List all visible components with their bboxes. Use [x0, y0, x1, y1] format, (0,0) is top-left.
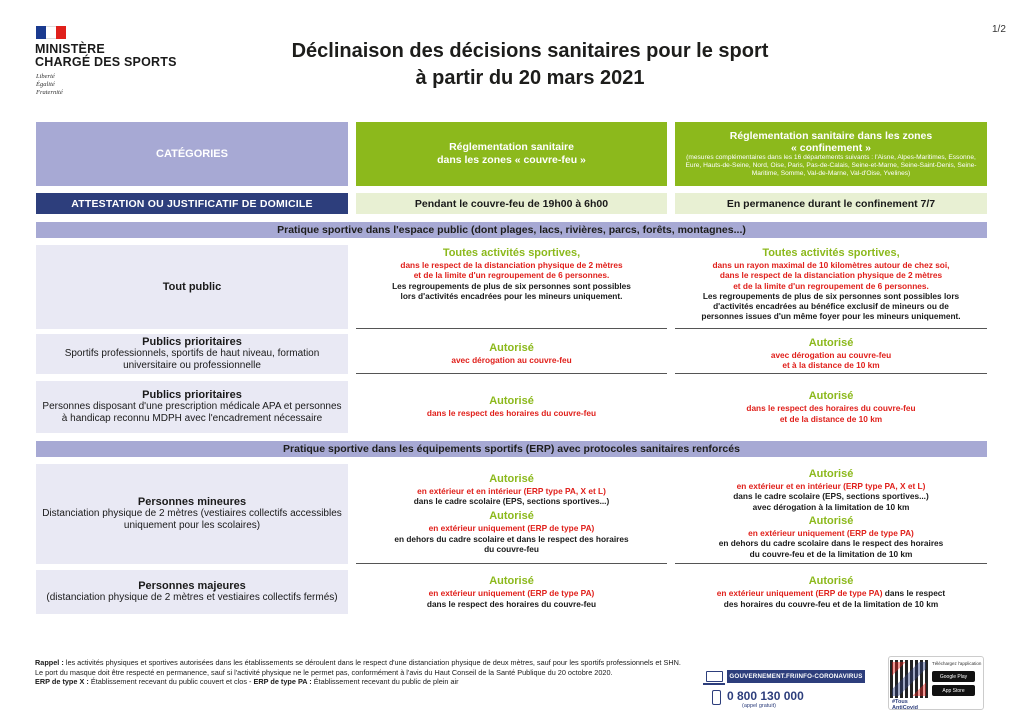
- attestation-label: ATTESTATION OU JUSTIFICATIF DE DOMICILE: [36, 193, 348, 214]
- hotline-number[interactable]: 0 800 130 000: [727, 689, 804, 703]
- prioritaires-sportifs-curfew: Autorisé avec dérogation au couvre-feu: [356, 334, 667, 374]
- prioritaires-apa-curfew: Autorisé dans le respect des horaires du couvre-feu: [426, 395, 597, 419]
- store-caption: Téléchargez l'application: [932, 661, 982, 666]
- app-store-button[interactable]: App Store: [932, 685, 975, 696]
- footer-notes: Rappel : les activités physiques et sportives autorisées dans les établissements se déroulent dans le respect d'une distanciation physique de deux mètres, sauf pour les sportifs professionnels et SHN. Le port du masque doit être respecté en permanence, sauf si l'activité physique ne le permet pas, conformément à l'avis du Haut Conseil de la Santé Publique du 20 octobre 2020. ERP de type X : Établissement recevant du public couvert et clos - ERP de type PA : Établissement recevant du public de plein air: [35, 658, 681, 687]
- row-label-personnes-mineures: Personnes mineures Distanciation physique de 2 mètres (vestiaires collectifs accessibles uniquement pour les scolaires): [36, 464, 348, 564]
- prioritaires-sportifs-confinement: Autorisé avec dérogation au couvre-feu et à la distance de 10 km: [675, 334, 987, 374]
- qr-code-overlay: [892, 662, 926, 696]
- page-number: 1/2: [992, 24, 1006, 35]
- row-label-publics-prioritaires-apa: Publics prioritaires Personnes disposant d'une prescription médicale APA et personnes à handicap reconnu MDPH avec l'encadrement nécessaire: [36, 381, 348, 433]
- attestation-confinement: En permanence durant le confinement 7/7: [675, 193, 987, 214]
- phone-icon: [712, 690, 721, 705]
- majeures-confinement-rules: Autorisé en extérieur uniquement (ERP de type PA) dans le respect des horaires du couvre-feu et de la limitation de 10 km: [716, 575, 946, 609]
- row-label-tout-public: Tout public: [36, 245, 348, 329]
- attestation-curfew: Pendant le couvre-feu de 19h00 à 6h00: [356, 193, 667, 214]
- majeures-curfew-rules: Autorisé en extérieur uniquement (ERP de type PA) dans le respect des horaires du couvre-feu: [426, 575, 597, 609]
- ministry-name: MINISTÈRE CHARGÉ DES SPORTS: [35, 42, 177, 69]
- hotline-note: (appel gratuit): [742, 703, 776, 709]
- google-play-button[interactable]: Google Play: [932, 671, 975, 682]
- row-label-personnes-majeures: Personnes majeures (distanciation physique de 2 mètres et vestiaires collectifs fermés): [36, 570, 348, 614]
- section-erp-title: Pratique sportive dans les équipements sportifs (ERP) avec protocoles sanitaires renforcés: [36, 441, 987, 457]
- curfew-zone-header: Réglementation sanitaire dans les zones « couvre-feu »: [356, 122, 667, 186]
- tout-public-confinement-rules: Toutes activités sportives, dans un rayon maximal de 10 kilomètres autour de chez soi, dans le respect de la distanciation physique de 2 mètres et de la limite d'un regroupement de 6 personnes. Les regroupements de plus de six personnes sont possibles lors d'activités encadrées au bénéfice exclusif de mineurs ou de personnes issues d'un même foyer pour les mineurs uniquement.: [675, 245, 987, 329]
- confinement-zone-header: Réglementation sanitaire dans les zones « confinement » (mesures complémentaires dans les 16 départements suivants : l'Aisne, Alpes-Maritimes, Essonne, Eure, Hauts-de-Seine, Nord, Oise, Paris, Pas-de-Calais, Seine-et-Marne, Seine-Saint-Denis, Seine-Maritime, Somme, Val-de-Marne, Val-d'Oise, Yvelines): [675, 122, 987, 186]
- categories-header: CATÉGORIES: [36, 122, 348, 186]
- prioritaires-apa-confinement: Autorisé dans le respect des horaires du couvre-feu et de la distance de 10 km: [746, 390, 916, 424]
- tout-public-curfew-rules: Toutes activités sportives, dans le respect de la distanciation physique de 2 mètres et de la limite d'un regroupement de 6 personnes. Les regroupements de plus de six personnes sont possibles lors d'activités encadrées pour les mineurs uniquement.: [356, 245, 667, 329]
- page-title: Déclinaison des décisions sanitaires pour le sport à partir du 20 mars 2021: [291, 40, 769, 89]
- republic-motto: Liberté Égalité Fraternité: [36, 73, 63, 96]
- gov-info-link[interactable]: GOUVERNEMENT.FR/INFO-CORONAVIRUS: [727, 670, 865, 683]
- mineures-curfew-rules: Autorisé en extérieur et en intérieur (ERP type PA, X et L) dans le cadre scolaire (EPS, sections sportives...) Autorisé en extérieur uniquement (ERP de type PA) en dehors du cadre scolaire et dans le respect des horaires du couvre-feu: [356, 464, 667, 564]
- mineures-confinement-rules: Autorisé en extérieur et en intérieur (ERP type PA, X et L) dans le cadre scolaire (EPS, sections sportives...) avec dérogation à la limitation de 10 km Autorisé en extérieur uniquement (ERP de type PA) en dehors du cadre scolaire dans le respect des horaires du couvre-feu et de la limitation de 10 km: [675, 464, 987, 564]
- tousanticovid-logo: #Tous AntiCovid: [892, 699, 918, 711]
- row-label-publics-prioritaires-sportifs: Publics prioritaires Sportifs professionnels, sportifs de haut niveau, formation universitaire ou professionnelle: [36, 334, 348, 374]
- republique-flag-logo: [36, 26, 66, 39]
- laptop-icon: [706, 671, 723, 682]
- section-public-space-title: Pratique sportive dans l'espace public (dont plages, lacs, rivières, parcs, forêts, montagnes...): [36, 222, 987, 238]
